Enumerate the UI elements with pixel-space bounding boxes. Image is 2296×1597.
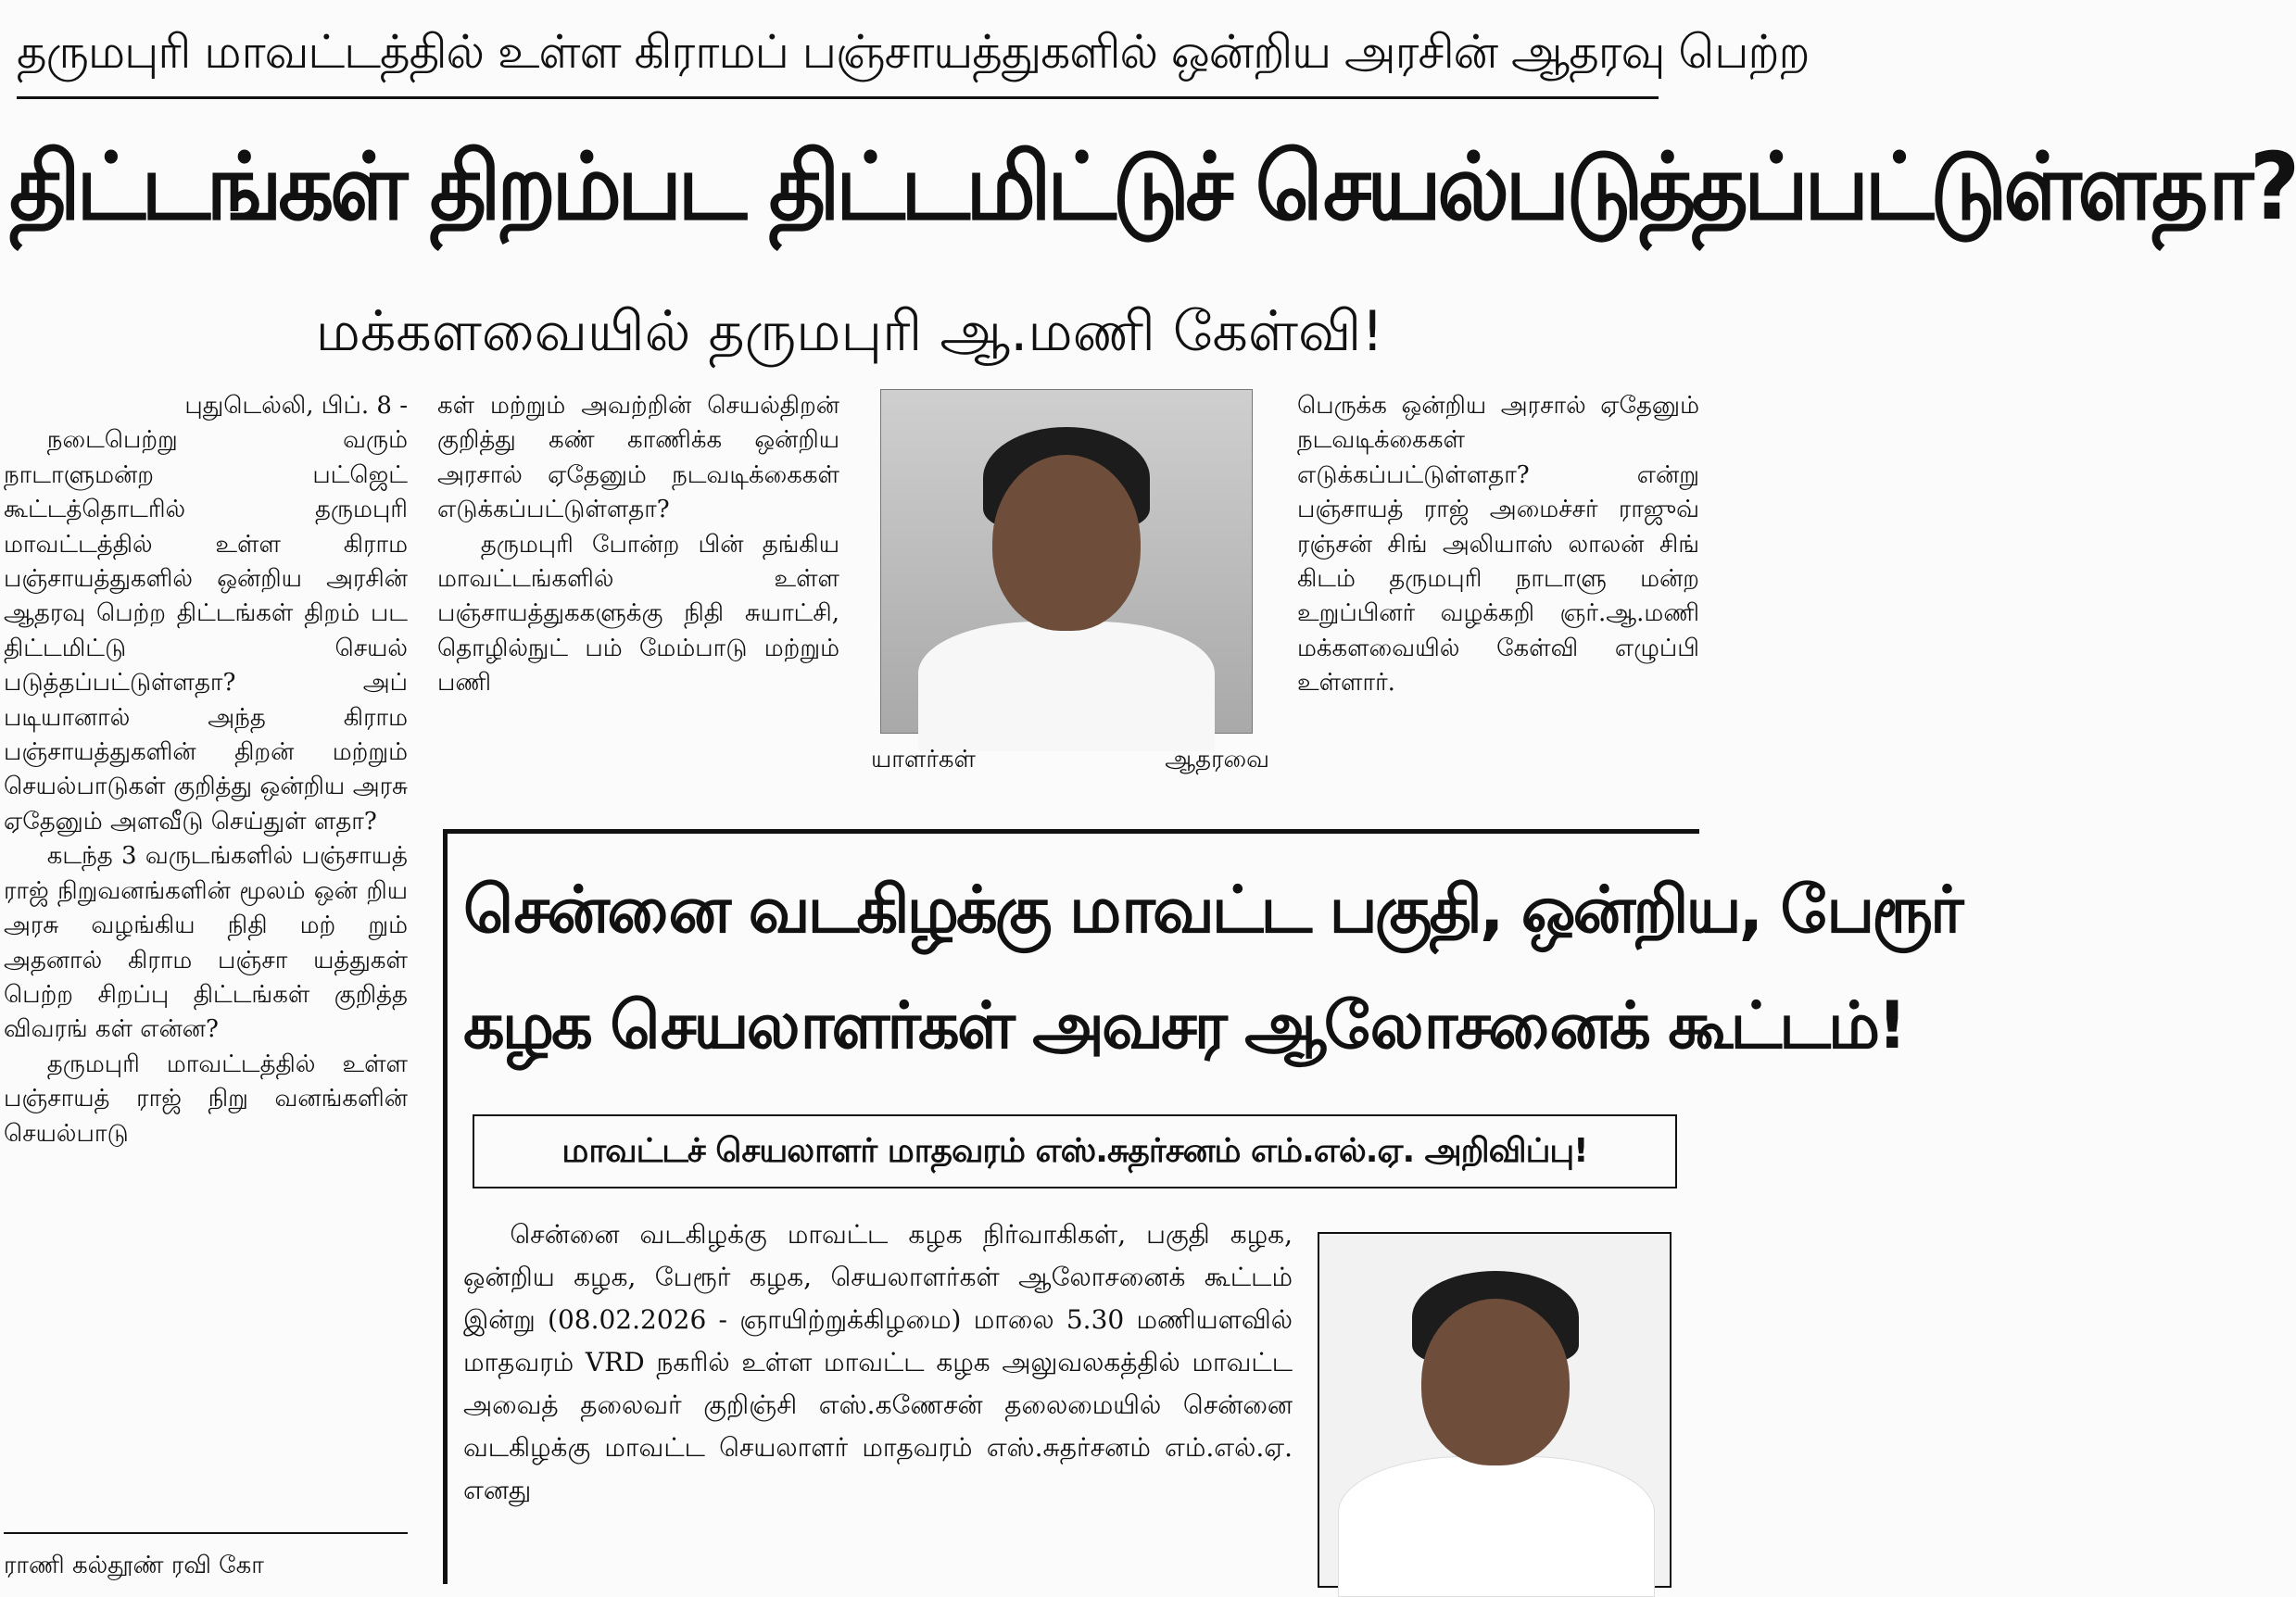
paragraph: தருமபுரி மாவட்டத்தில் உள்ள பஞ்சாயத் ராஜ் நிறு வனங்களின் செயல்பாடு — [4, 1050, 408, 1148]
caption-left: யாளர்கள் — [871, 746, 977, 773]
box-headline-line-2: கழக செயலாளர்கள் அவசர ஆலோசனைக் கூட்டம்! — [463, 987, 1905, 1063]
paragraph: நடைபெற்று வரும் நாடாளுமன்ற பட்ஜெட் கூட்டத்தொடரில் தருமபுரி மாவட்டத்தில் உள்ள கிராம பஞ்சாயத்துகளில் ஒன்றிய அரசின் ஆதரவு பெற்ற திட்டங்கள் திறம் பட திட்டமிட்டு செயல் படுத்தப்பட்டுள்ளதா? அப் படியானால் அந்த கிராம பஞ்சாயத்துகளின் திறன் மற்றும் செயல்பாடுகள் குறித்து ஒன்றிய அரசு ஏதேனும் அளவீடு செய்துள் ளதா? — [4, 426, 408, 836]
paragraph: தருமபுரி போன்ற பின் தங்கிய மாவட்டங்களில் உள்ள பஞ்சாயத்துககளுக்கு நிதி சுயாட்சி, தொழில்நுட் பம் மேம்பாடு மற்றும் பணி — [437, 530, 839, 698]
photo-caption — [871, 746, 1269, 783]
secretary-photo — [1318, 1232, 1672, 1588]
article-kicker: தருமபுரி மாவட்டத்தில் உள்ள கிராமப் பஞ்சாயத்துகளில் ஒன்றிய அரசின் ஆதரவு பெற்ற — [17, 7, 1659, 99]
next-article-fragment: ராணி கல்தூண் ரவி கோ — [4, 1552, 264, 1579]
paragraph: கள் மற்றும் அவற்றின் செயல்திறன் குறித்து கண் காணிக்க ஒன்றிய அரசால் ஏதேனும் நடவடிக்கைகள் எடுக்கப்பட்டுள்ளதா? — [437, 392, 839, 524]
column-divider — [4, 1532, 408, 1534]
article-column-1 — [4, 389, 408, 1487]
box-headline-line-1: சென்னை வடகிழக்கு மாவட்ட பகுதி, ஒன்றிய, பேரூர் — [463, 872, 1962, 948]
article-headline: திட்டங்கள் திறம்பட திட்டமிட்டுச் செயல்படுத்தப்பட்டுள்ளதா? — [9, 132, 2296, 241]
announcement-banner: மாவட்டச் செயலாளர் மாதவரம் எஸ்.சுதர்சனம் எம்.எல்.ஏ. அறிவிப்பு! — [473, 1114, 1677, 1188]
article-subheadline: மக்களவையில் தருமபுரி ஆ.மணி கேள்வி! — [315, 299, 1384, 364]
politician-photo — [880, 389, 1253, 734]
caption-right: ஆதரவை — [1165, 746, 1269, 773]
paragraph: பெருக்க ஒன்றிய அரசால் ஏதேனும் நடவடிக்கைகள் எடுக்கப்பட்டுள்ளதா? என்று பஞ்சாயத் ராஜ் அமைச்சர் ராஜுவ் ரஞ்சன் சிங் அலியாஸ் லாலன் சிங் கிடம் தருமபுரி நாடாளு மன்ற உறுப்பினர் வழக்கறி ஞர்.ஆ.மணி மக்களவையில் கேள்வி எழுப்பி உள்ளார். — [1297, 392, 1699, 698]
paragraph: கடந்த 3 வருடங்களில் பஞ்சாயத் ராஜ் நிறுவனங்களின் மூலம் ஒன் றிய அரசு வழங்கிய நிதி மற் றும் அதனால் கிராம பஞ்சா யத்துகள் பெற்ற சிறப்பு திட்டங்கள் குறித்த விவரங் கள் என்ன? — [4, 842, 408, 1044]
paragraph: சென்னை வடகிழக்கு மாவட்ட கழக நிர்வாகிகள், பகுதி கழக, ஒன்றிய கழக, பேரூர் கழக, செயலாளர்கள் ஆலோசனைக் கூட்டம் இன்று (08.02.2026 - ஞாயிற்றுக்கிழமை) மாலை 5.30 மணியளவில் மாதவரம் VRD நகரில் உள்ள மாவட்ட கழக அலுவலகத்தில் மாவட்ட அவைத் தலைவர் குறிஞ்சி எஸ்.கணேசன் தலைமையில் சென்னை வடகிழக்கு மாவட்ட செயலாளர் மாதவரம் எஸ்.சுதர்சனம் எம்.எல்.ஏ. எனது — [463, 1219, 1293, 1505]
dateline: புதுடெல்லி, பிப். 8 - — [184, 392, 408, 420]
article-column-2 — [437, 389, 839, 806]
box-headline — [463, 852, 1962, 1084]
box-body — [463, 1213, 1293, 1584]
article-column-4 — [1297, 389, 1699, 806]
